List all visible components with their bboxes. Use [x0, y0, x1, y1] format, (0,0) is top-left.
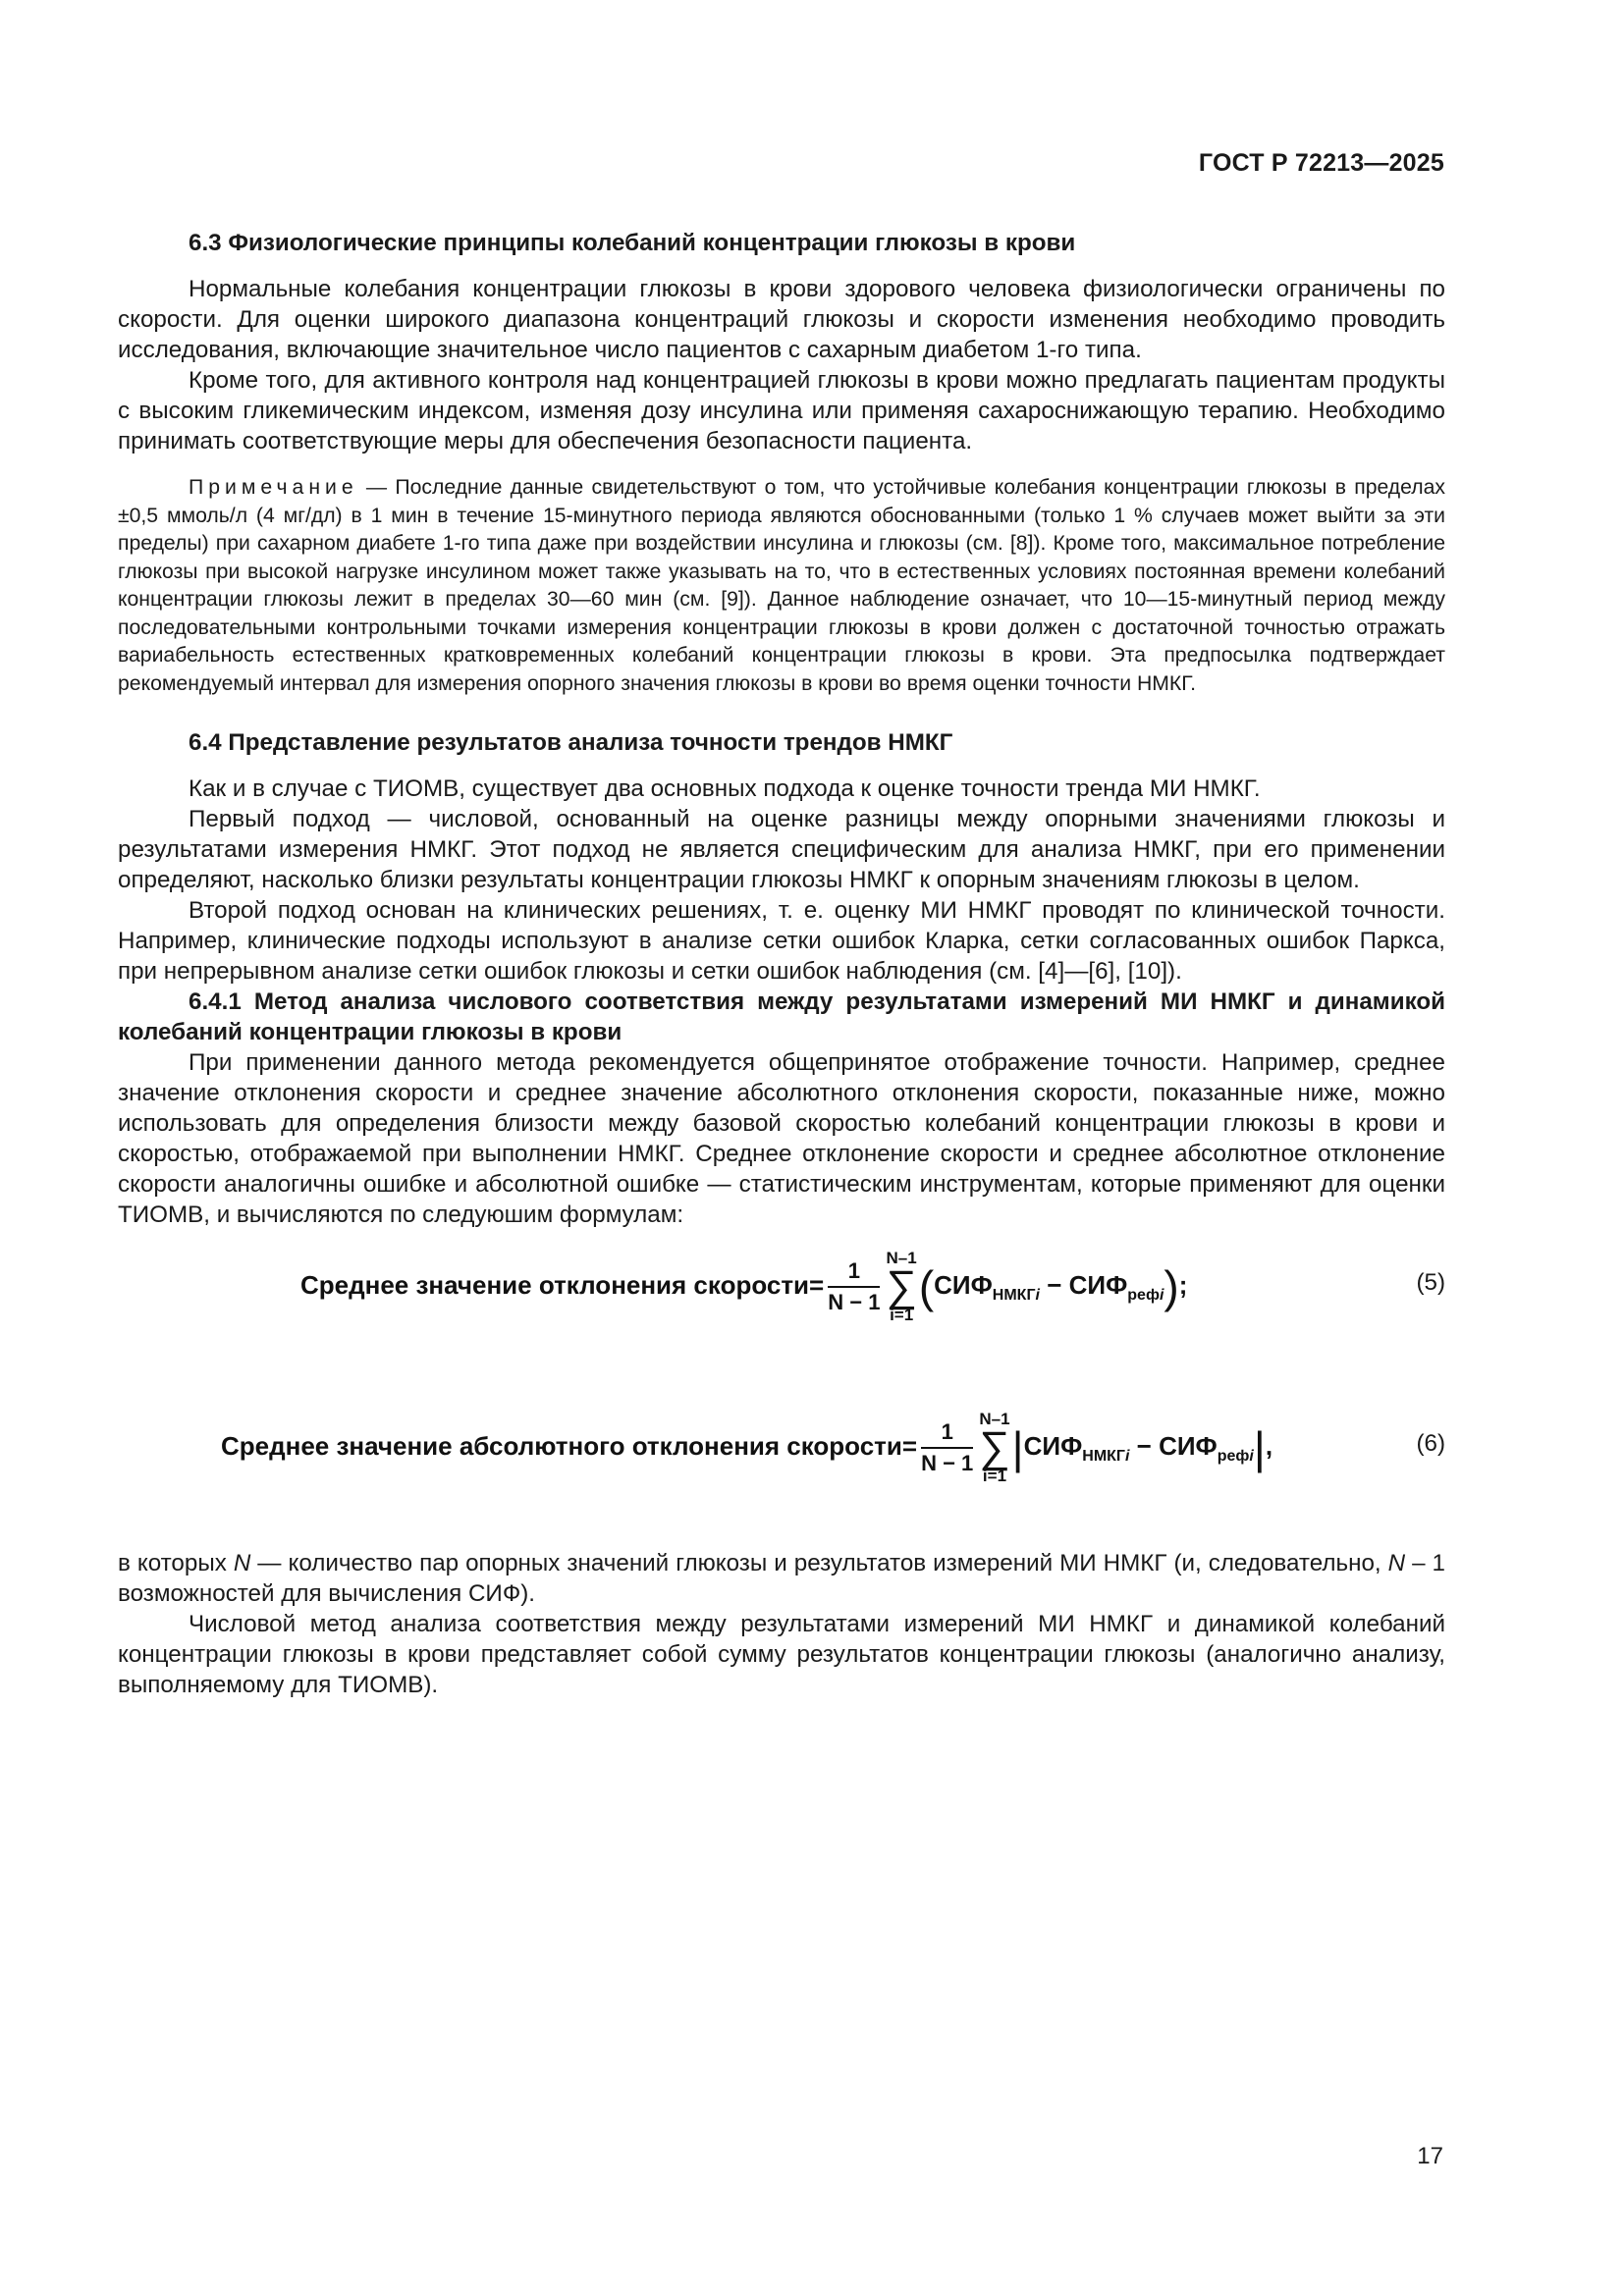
formula-6-sub2: реф: [1217, 1448, 1250, 1466]
abs-bar-right-icon: |: [1253, 1422, 1266, 1473]
page-number: 17: [1417, 2143, 1443, 2169]
formula-6-sum-lower: i=1: [982, 1467, 1007, 1485]
formula-5-sum: [886, 1250, 916, 1324]
formula-5-row: [118, 1250, 1445, 1367]
formula-6-index1: i: [1125, 1448, 1130, 1466]
note-text: — Последние данные свидетельствуют о том, что устойчивые колебания концентрации глюкозы в пределах ±0,5 ммоль/л (4 мг/дл) в 1 мин в течение 15-минутного периода являются обоснованными (только 1 % случаев может выйти за эти пределы) при сахарном диабете 1-го типа даже при воздействии инсулина и глюкозы (см. [8]). Кроме того, максимальное потребление глюкозы при высокой нагрузке инсулином может также указывать на то, что в естественных условиях постоянная времени колебаний концентрации глюкозы лежит в пределах 30—60 мин (см. [9]). Данное наблюдение означает, что 10—15-минутный период между последовательными контрольными точками измерения концентрации глюкозы в крови должен с достаточной точностью отражать вариабельность естественных кратковременных колебаний концентрации глюкозы в крови. Эта предпосылка подтверждает рекомендуемый интервал для измерения опорного значения глюкозы в крови во время оценки точности НМКГ.: [118, 476, 1445, 695]
left-paren-icon: (: [918, 1261, 935, 1312]
note-block: [118, 474, 1445, 698]
formula-5-denominator: N − 1: [828, 1290, 881, 1314]
formula-5-fraction: [828, 1258, 880, 1315]
sigma-icon: ∑: [886, 1262, 917, 1310]
formula-6-sum: [979, 1411, 1009, 1485]
after-formula-paragraph-1: [118, 1548, 1445, 1609]
after-p1-part-b: — количество пар опорных значений глюкозы и результатов измерений МИ НМКГ (и, следовательно,: [250, 1550, 1388, 1576]
after-p1-part-c: – 1 возможностей для вычисления СИФ).: [118, 1550, 1445, 1607]
sigma-icon: ∑: [979, 1423, 1010, 1471]
after-formula-paragraph-2: Числовой метод анализа соответствия между результатами измерений МИ НМКГ и динамикой колебаний концентрации глюкозы в крови представляет собой сумму результатов концентрации глюкозы (аналогично анализу, выполняемому для ТИОМВ).: [118, 1611, 1445, 1698]
formula-6-index2: i: [1249, 1448, 1254, 1466]
formula-5: [300, 1250, 1187, 1324]
formula-6-lhs: Среднее значение абсолютного отклонения скорости: [221, 1430, 902, 1461]
formula-5-term1: СИФ: [934, 1269, 993, 1300]
section-6-4-1-paragraph: При применении данного метода рекомендуется общепринятое отображение точности. Например, среднее значение отклонения скорости и среднее значение абсолютного отклонения скорости, показанные ниже, можно использовать для определения близости между базовой скоростью колебаний концентрации глюкозы в крови и скоростью, отображаемой при выполнении НМКГ. Среднее отклонение скорости и среднее абсолютное отклонение скорости аналогичны ошибке и абсолютной ошибке — статистическим инструментам, которые применяют для оценки ТИОМВ, и вычисляются по следуюшим формулам:: [118, 1049, 1445, 1228]
formula-6-sub1: НМКГ: [1082, 1448, 1125, 1466]
note-label: Примечание: [189, 476, 358, 499]
formula-5-index1: i: [1035, 1287, 1040, 1305]
formula-6-denominator: N − 1: [921, 1451, 974, 1475]
section-6-4-paragraph-2: Первый подход — числовой, основанный на оценке разницы между опорными значениями глюкозы и результатами измерения НМКГ. Этот подход не является специфическим для анализа НМКГ, при его применении определяют, насколько близки результаты концентрации глюкозы НМКГ к опорным значениям глюкозы в целом.: [118, 806, 1445, 893]
abs-bar-left-icon: |: [1011, 1422, 1024, 1473]
formula-6-row: [118, 1411, 1445, 1528]
section-6-4-paragraph-1: Как и в случае с ТИОМВ, существует два основных подхода к оценке точности тренда МИ НМКГ.: [189, 775, 1261, 802]
formula-5-number: (5): [1416, 1269, 1445, 1296]
formula-6-fraction: [921, 1419, 973, 1476]
formula-5-lhs: Среднее значение отклонения скорости: [300, 1269, 810, 1300]
formula-5-end: ;: [1178, 1269, 1188, 1300]
formula-6-number: (6): [1416, 1430, 1445, 1457]
section-6-4-title: 6.4 Представление результатов анализа точности трендов НМКГ: [189, 729, 953, 756]
page-content: [118, 228, 1445, 1700]
after-p1-N: N: [233, 1550, 251, 1576]
formula-6-minus: −: [1129, 1430, 1160, 1461]
document-id-header: ГОСТ Р 72213—2025: [1198, 149, 1444, 177]
formula-6-numerator: 1: [921, 1419, 973, 1449]
formula-5-index2: i: [1159, 1287, 1164, 1305]
after-p1-part-a: в которых: [118, 1550, 234, 1576]
section-6-3-paragraph-2: Кроме того, для активного контроля над концентрацией глюкозы в крови можно предлагать пациентам продукты с высоким гликемическим индексом, изменяя дозу инсулина или применяя сахароснижающую терапию. Необходимо принимать соответствующие меры для обеспечения безопасности пациента.: [118, 367, 1445, 454]
formula-5-term2: СИФ: [1068, 1269, 1128, 1300]
formula-6-end: ,: [1265, 1430, 1273, 1461]
formula-5-sub2: реф: [1127, 1287, 1160, 1305]
formula-5-sum-upper: N–1: [886, 1249, 917, 1267]
section-6-4-1-title: 6.4.1 Метод анализа числового соответствия между результатами измерений МИ НМКГ и динамикой колебаний концентрации глюкозы в крови: [118, 988, 1445, 1045]
formula-6-sum-upper: N–1: [979, 1410, 1010, 1428]
formula-5-minus: −: [1039, 1269, 1069, 1300]
formula-5-sub1: НМКГ: [992, 1287, 1036, 1305]
section-6-3-title: 6.3 Физиологические принципы колебаний концентрации глюкозы в крови: [189, 230, 1076, 256]
formula-5-equals: =: [809, 1269, 825, 1300]
section-6-3-paragraph-1: Нормальные колебания концентрации глюкозы в крови здорового человека физиологически ограничены по скорости. Для оценки широкого диапазона концентраций глюкозы и скорости изменения необходимо проводить исследования, включающие значительное число пациентов с сахарным диабетом 1-го типа.: [118, 276, 1445, 363]
formula-6-term1: СИФ: [1023, 1430, 1083, 1461]
formula-6-equals: =: [901, 1430, 918, 1461]
formula-5-numerator: 1: [828, 1258, 880, 1288]
section-6-4-paragraph-3: Второй подход основан на клинических решениях, т. е. оценку МИ НМКГ проводят по клинической точности. Например, клинические подходы используют в анализе сетки ошибок Кларка, сетки согласованных ошибок Паркса, при непрерывном анализе сетки ошибок глюкозы и сетки ошибок наблюдения (см. [4]—[6], [10]).: [118, 897, 1445, 985]
formula-6: [221, 1411, 1272, 1485]
formula-5-sum-lower: i=1: [890, 1306, 914, 1324]
right-paren-icon: ): [1164, 1261, 1179, 1312]
after-p1-N2: N: [1387, 1550, 1406, 1576]
formula-6-term2: СИФ: [1159, 1430, 1218, 1461]
